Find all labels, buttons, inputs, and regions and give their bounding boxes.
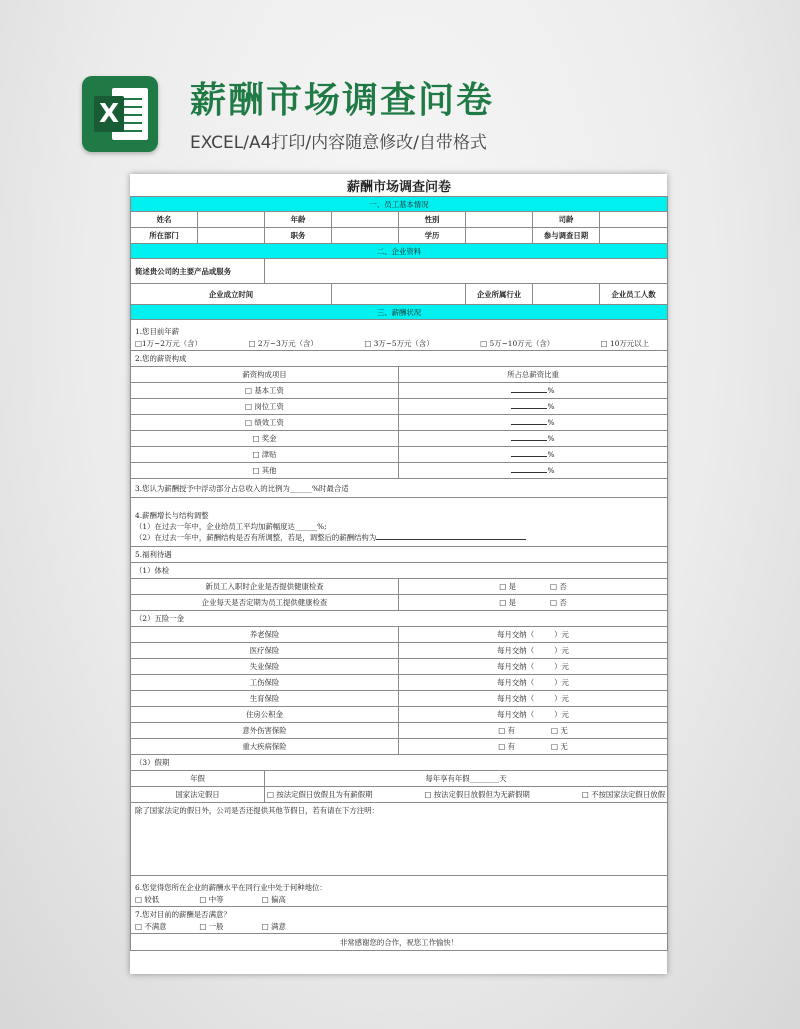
holiday-option-1[interactable]: □ 按法定假日放假且为有薪假期 bbox=[267, 790, 373, 799]
percent-sign: % bbox=[547, 386, 555, 395]
education-field[interactable] bbox=[466, 228, 533, 244]
position-field[interactable] bbox=[332, 228, 399, 244]
q2-row bbox=[131, 463, 668, 479]
q2-item[interactable]: □ 绩效工资 bbox=[131, 415, 399, 431]
survey-date-label: 参与调查日期 bbox=[533, 228, 600, 244]
q2-item[interactable]: □ 津贴 bbox=[131, 447, 399, 463]
founded-field[interactable] bbox=[332, 284, 466, 305]
q7-label: 7.您对目前的薪酬是否满意？ bbox=[135, 910, 231, 919]
doc-title: 薪酬市场调查问卷 bbox=[131, 174, 668, 197]
percent-sign: % bbox=[547, 450, 555, 459]
insurance-item: 医疗保险 bbox=[131, 643, 399, 659]
headcount-label: 企业员工人数 bbox=[600, 284, 668, 305]
basic-info-row-1 bbox=[131, 212, 668, 228]
excel-x-icon: X bbox=[94, 96, 124, 132]
department-field[interactable] bbox=[198, 228, 265, 244]
yes-checkbox[interactable]: □ 是 bbox=[499, 598, 516, 607]
industry-field[interactable] bbox=[533, 284, 600, 305]
insurance-item: 住房公积金 bbox=[131, 707, 399, 723]
q1-label: 1.您目前年薪 bbox=[135, 327, 180, 336]
no-checkbox[interactable]: □ 否 bbox=[550, 582, 567, 591]
none-checkbox[interactable]: □ 无 bbox=[551, 726, 568, 735]
q4-structure-blank[interactable] bbox=[376, 539, 526, 540]
q4-label: 4.薪酬增长与结构调整 bbox=[135, 511, 209, 520]
q2-row bbox=[131, 383, 668, 399]
percent-sign: % bbox=[547, 418, 555, 427]
gender-label: 性别 bbox=[399, 212, 466, 228]
annual-leave-label: 年假 bbox=[131, 771, 265, 787]
q6-label: 6.您觉得您所在企业的薪酬水平在同行业中处于何种地位： bbox=[135, 883, 327, 892]
q5-label: 5.福利待遇 bbox=[131, 547, 668, 563]
monthly-label: 每月交纳（ bbox=[497, 678, 535, 687]
monthly-label: 每月交纳（ bbox=[497, 710, 535, 719]
ratio-blank[interactable] bbox=[511, 424, 547, 425]
questionnaire-table bbox=[130, 174, 668, 951]
section-1-header: 一、员工基本情况 bbox=[131, 197, 668, 212]
no-checkbox[interactable]: □ 否 bbox=[550, 598, 567, 607]
tenure-field[interactable] bbox=[600, 212, 668, 228]
ratio-blank[interactable] bbox=[511, 440, 547, 441]
holiday-option-2[interactable]: □ 按法定假日放假但为无薪假期 bbox=[424, 790, 530, 799]
q1-option-4[interactable]: □ 5万~10万元（含） bbox=[480, 339, 555, 348]
tenure-label: 司龄 bbox=[533, 212, 600, 228]
q1-option-1[interactable]: □1万~2万元（含） bbox=[135, 339, 202, 348]
department-label: 所在部门 bbox=[131, 228, 198, 244]
annual-leave-text[interactable]: 每年享有年假________天 bbox=[265, 771, 668, 787]
q2-col-ratio: 所占总薪资比重 bbox=[399, 367, 668, 383]
ratio-blank[interactable] bbox=[511, 456, 547, 457]
q2-label: 2.您的薪资构成 bbox=[131, 351, 668, 367]
other-holidays-area[interactable] bbox=[131, 803, 668, 876]
yuan-label: ）元 bbox=[554, 646, 569, 655]
yuan-label: ）元 bbox=[554, 710, 569, 719]
accident-insurance: 意外伤害保险 bbox=[131, 723, 399, 739]
ratio-blank[interactable] bbox=[511, 472, 547, 473]
q2-item[interactable]: □ 岗位工资 bbox=[131, 399, 399, 415]
industry-label: 企业所属行业 bbox=[466, 284, 533, 305]
q6-option-1[interactable]: □ 较低 bbox=[135, 895, 160, 904]
yuan-label: ）元 bbox=[554, 662, 569, 671]
q2-item[interactable]: □ 基本工资 bbox=[131, 383, 399, 399]
position-label: 职务 bbox=[265, 228, 332, 244]
section-2-header: 二、企业资料 bbox=[131, 244, 668, 259]
document-sheet bbox=[130, 174, 667, 974]
q2-row bbox=[131, 415, 668, 431]
section-3-header: 三、薪酬状况 bbox=[131, 305, 668, 320]
q2-col-item: 薪资构成项目 bbox=[131, 367, 399, 383]
have-checkbox[interactable]: □ 有 bbox=[498, 726, 515, 735]
q2-item[interactable]: □ 其他 bbox=[131, 463, 399, 479]
ratio-blank[interactable] bbox=[511, 408, 547, 409]
none-checkbox[interactable]: □ 无 bbox=[551, 742, 568, 751]
q6-options bbox=[135, 894, 663, 906]
q5-1-label: （1）体检 bbox=[131, 563, 668, 579]
insurance-item: 失业保险 bbox=[131, 659, 399, 675]
holiday-label: 国家法定假日 bbox=[131, 787, 265, 803]
q1-options bbox=[135, 338, 663, 350]
q2-row bbox=[131, 431, 668, 447]
thank-you-footer: 非常感谢您的合作，祝您工作愉快！ bbox=[131, 934, 668, 951]
checkup-new-hire: 新员工入职时企业是否提供健康检查 bbox=[131, 579, 399, 595]
product-service-label: 简述贵公司的主要产品或服务 bbox=[131, 259, 265, 284]
yuan-label: ）元 bbox=[554, 630, 569, 639]
page-title: 薪酬市场调查问卷 bbox=[190, 80, 495, 121]
basic-info-row-2 bbox=[131, 228, 668, 244]
monthly-label: 每月交纳（ bbox=[497, 694, 535, 703]
ratio-blank[interactable] bbox=[511, 392, 547, 393]
percent-sign: % bbox=[547, 466, 555, 475]
q4-item-2: （2）在过去一年中，薪酬结构是否有所调整，若是，调整后的薪酬结构为 bbox=[135, 533, 377, 542]
holiday-option-3[interactable]: □ 不按国家法定假日放假 bbox=[581, 790, 665, 799]
survey-date-field[interactable] bbox=[600, 228, 668, 244]
monthly-label: 每月交纳（ bbox=[497, 630, 535, 639]
q6-option-3[interactable]: □ 偏高 bbox=[261, 895, 286, 904]
checkup-periodic: 企业每天是否定期为员工提供健康检查 bbox=[131, 595, 399, 611]
other-holidays-label: 除了国家法定的假日外，公司是否还提供其他节假日，若有请在下方注明： bbox=[135, 806, 379, 815]
founded-label: 企业成立时间 bbox=[131, 284, 332, 305]
q7-option-2[interactable]: □ 一般 bbox=[199, 922, 224, 931]
name-field[interactable] bbox=[198, 212, 265, 228]
q1-option-3[interactable]: □ 3万~5万元（含） bbox=[364, 339, 434, 348]
q7-option-1[interactable]: □ 不满意 bbox=[135, 922, 167, 931]
monthly-label: 每月交纳（ bbox=[497, 662, 535, 671]
q2-row bbox=[131, 447, 668, 463]
q2-row bbox=[131, 399, 668, 415]
yuan-label: ）元 bbox=[554, 678, 569, 687]
yes-checkbox[interactable]: □ 是 bbox=[499, 582, 516, 591]
q5-3-label: （3）假期 bbox=[131, 755, 668, 771]
have-checkbox[interactable]: □ 有 bbox=[498, 742, 515, 751]
q1-option-5[interactable]: □ 10万元以上 bbox=[600, 339, 649, 348]
excel-app-icon bbox=[82, 76, 158, 152]
gender-field[interactable] bbox=[466, 212, 533, 228]
insurance-item: 养老保险 bbox=[131, 627, 399, 643]
product-service-field[interactable] bbox=[265, 259, 668, 284]
page-subtitle: EXCEL/A4打印/内容随意修改/自带格式 bbox=[190, 133, 487, 153]
age-field[interactable] bbox=[332, 212, 399, 228]
q3-label: 3.您认为薪酬授予中浮动部分占总收入的比例为______%时最合适 bbox=[131, 479, 668, 498]
insurance-item: 生育保险 bbox=[131, 691, 399, 707]
monthly-label: 每月交纳（ bbox=[497, 646, 535, 655]
education-label: 学历 bbox=[399, 228, 466, 244]
illness-insurance: 重大疾病保险 bbox=[131, 739, 399, 755]
percent-sign: % bbox=[547, 402, 555, 411]
insurance-item: 工伤保险 bbox=[131, 675, 399, 691]
q7-option-3[interactable]: □ 满意 bbox=[261, 922, 286, 931]
q1-option-2[interactable]: □ 2万~3万元（含） bbox=[248, 339, 318, 348]
yuan-label: ）元 bbox=[554, 694, 569, 703]
percent-sign: % bbox=[547, 434, 555, 443]
q6-option-2[interactable]: □ 中等 bbox=[199, 895, 224, 904]
q5-2-label: （2）五险一金 bbox=[131, 611, 668, 627]
q7-options bbox=[135, 921, 663, 933]
age-label: 年龄 bbox=[265, 212, 332, 228]
q4-item-1: （1）在过去一年中，企业给员工平均加薪幅度达______%; bbox=[135, 522, 327, 531]
name-label: 姓名 bbox=[131, 212, 198, 228]
q2-item[interactable]: □ 奖金 bbox=[131, 431, 399, 447]
